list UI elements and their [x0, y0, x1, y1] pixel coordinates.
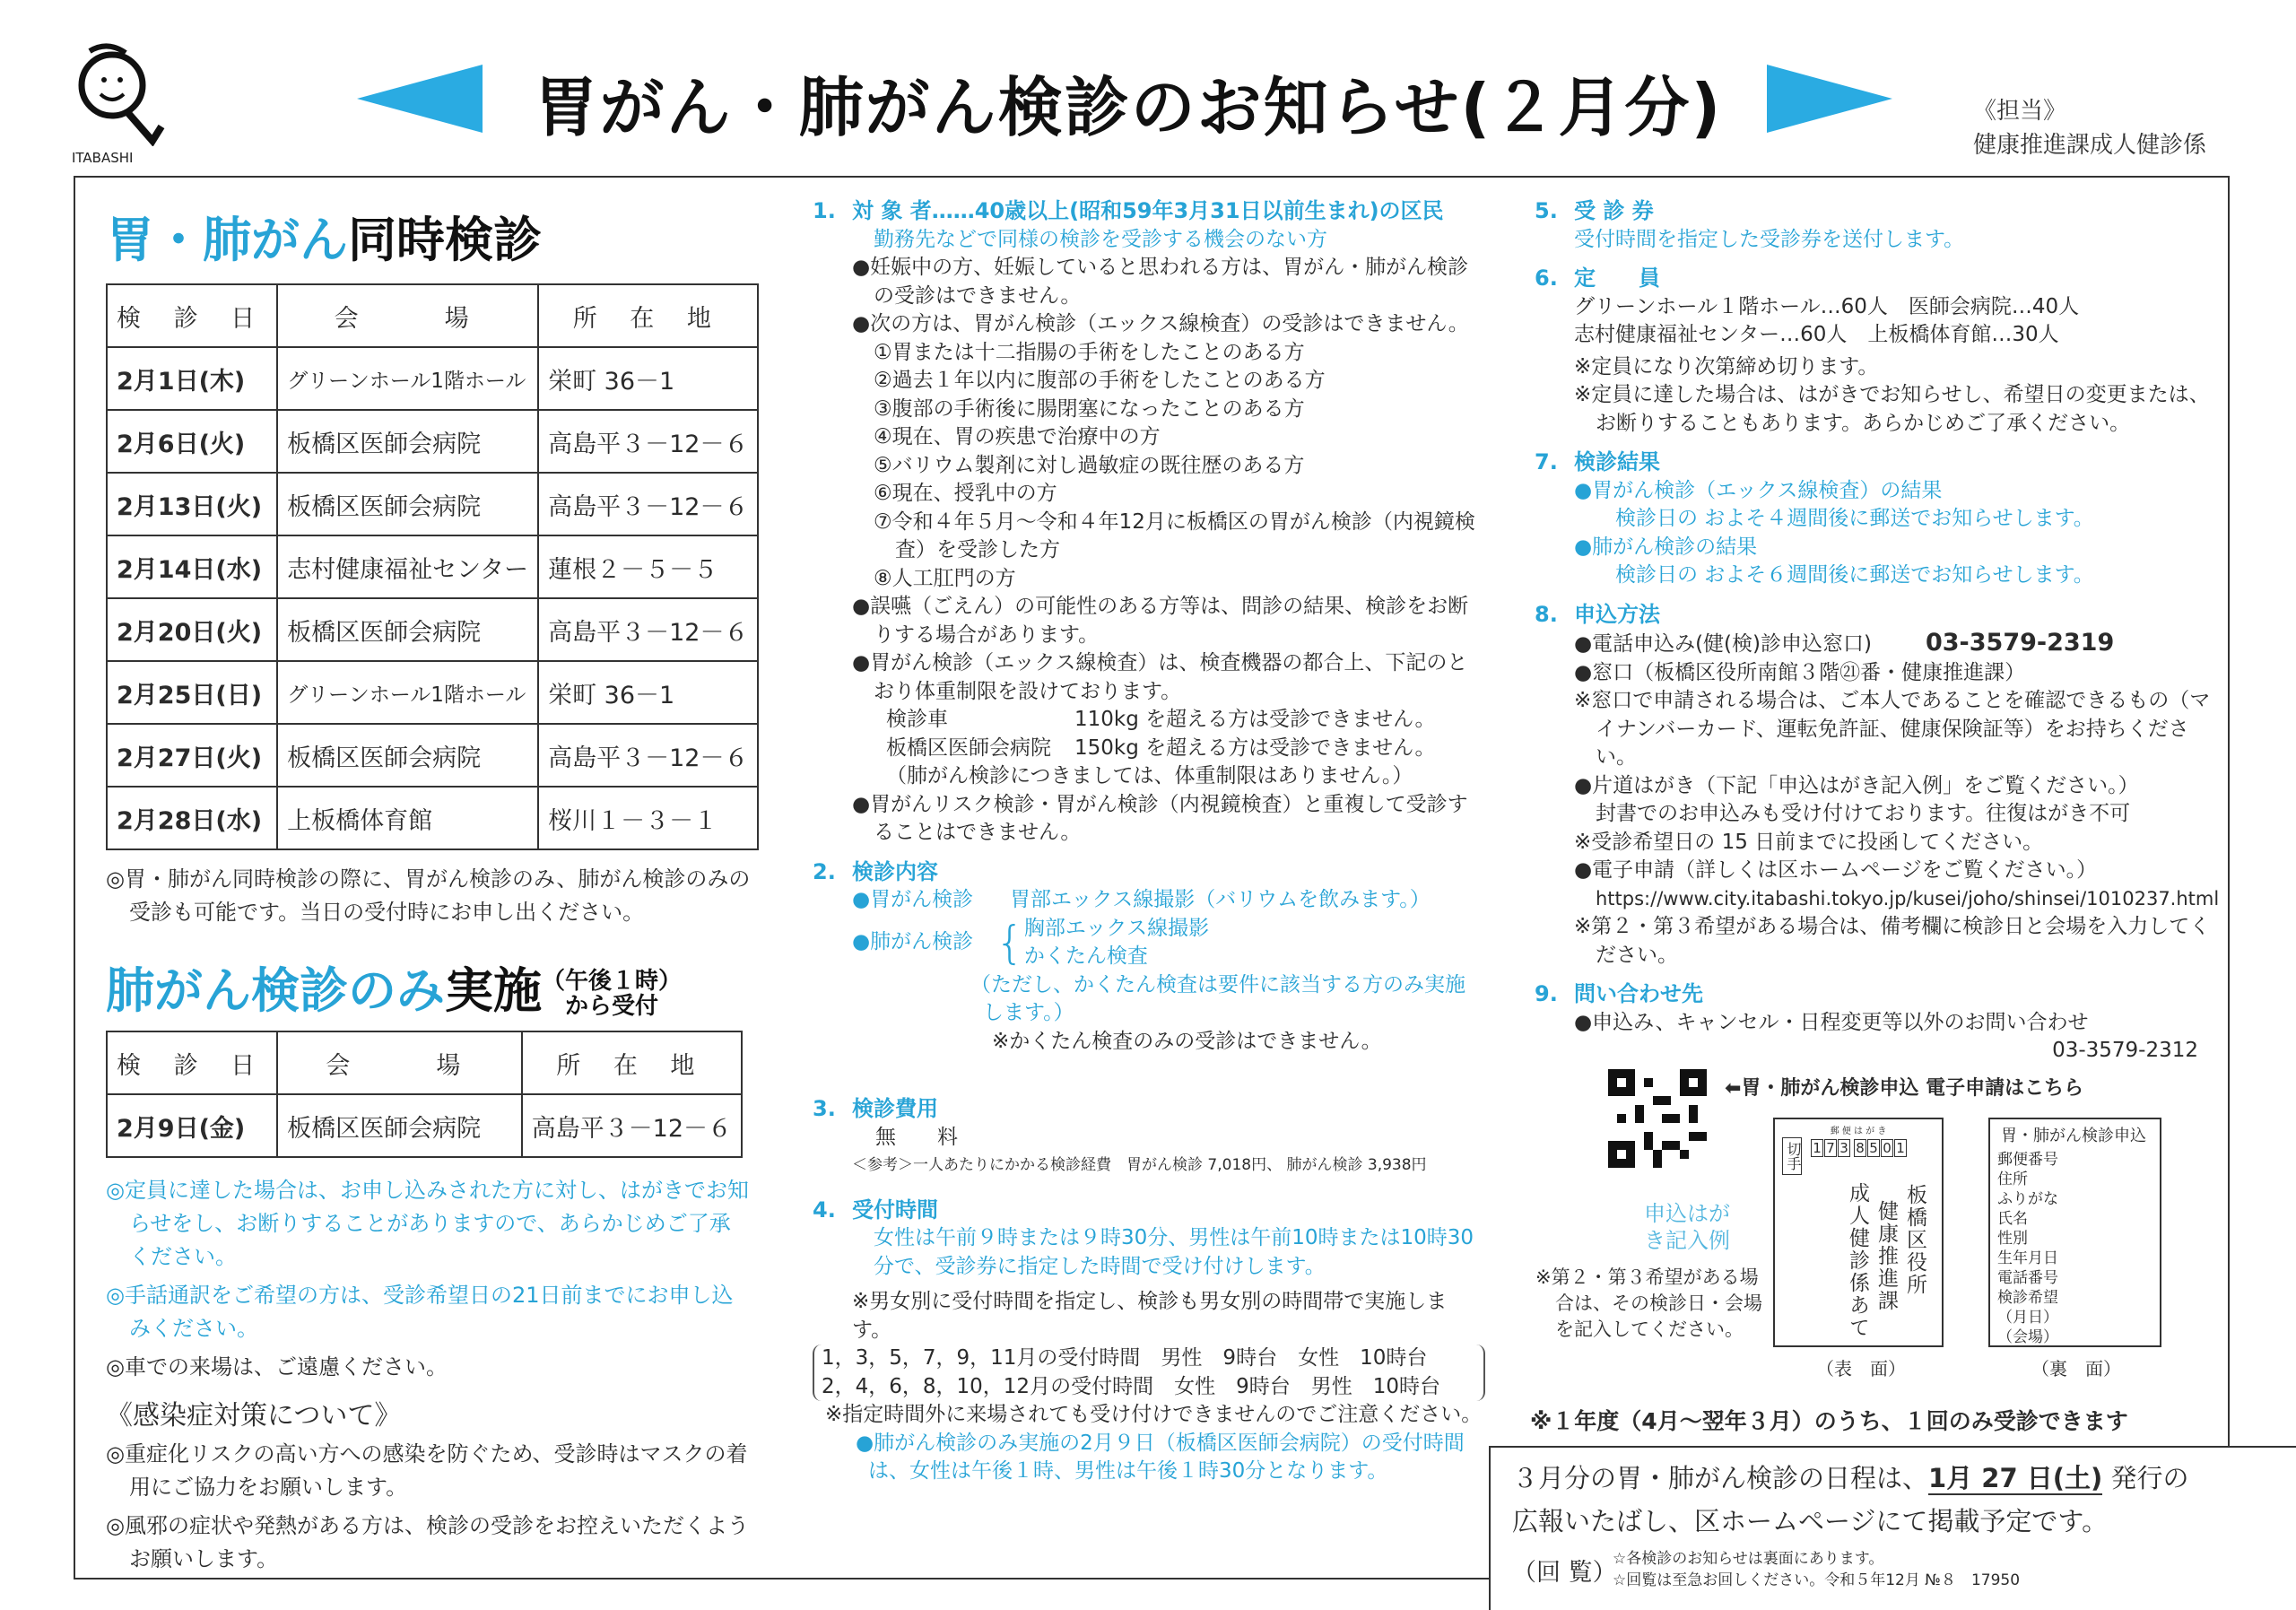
postcard-field: 電話番号: [1997, 1269, 2058, 1287]
table-row: [107, 724, 758, 787]
section-content: [813, 858, 1485, 1057]
notice-line1: [1512, 1457, 2296, 1500]
itabashi-logo: [72, 40, 179, 166]
section-application: [1535, 601, 2225, 970]
cost-reference: ＜参考＞一人あたりにかかる検診経費 胃がん検診 7,018円、 肺がん検診 3,938円: [852, 1156, 1427, 1174]
section-heading: [1535, 448, 2225, 477]
application-url[interactable]: https://www.city.itabashi.tokyo.jp/kusei/joho/shinsei/1010237.html: [1596, 887, 2220, 909]
weight-note: （肺がん検診につきましては、体重制限はありません。）: [886, 764, 1413, 788]
capacity-note: ◎定員に達した場合は、お申し込みされた方に対し、はがきでお知らせをし、お断りすることがありますので、あらかじめご了承ください。: [106, 1178, 749, 1269]
bullet: ●次の方は、胃がん検診（エックス線検査）の受診はできません。: [852, 312, 1469, 335]
weight-place: 板橋区医師会病院: [886, 735, 1051, 760]
postcard-dept: 健康推進課: [1874, 1200, 1898, 1312]
right-column: [1535, 197, 2225, 1066]
table-header: [107, 1031, 742, 1094]
section-heading: [1535, 980, 2225, 1009]
postcard-note: ※第２・第３希望がある場合は、その検診日・会場を記入してください。: [1535, 1266, 1762, 1340]
window-note: ※窓口で申請される場合は、ご本人であることを確認できるもの（マイナンバーカード、運転免許証、健康保険証等）をお持ちください。: [1574, 689, 2211, 769]
lung-note: （ただし、かくたん検査は要件に該当する方のみ実施します。）: [970, 972, 1465, 1024]
cost-free: 無 料: [875, 1125, 958, 1149]
list-item: ⑧人工肛門の方: [874, 566, 1016, 590]
postcard-back-title: 胃・肺がん検診申込: [2001, 1127, 2146, 1145]
qr-code[interactable]: [1608, 1069, 1707, 1168]
tanto-dept: 健康推進課成人健診係: [1973, 132, 2207, 159]
postcard-front: [1773, 1118, 1944, 1347]
section-heading: [1535, 197, 2225, 226]
reception-text: 女性は午前９時または９時30分、男性は午前10時または10時30分で、受診券に指定した時間で受け付けします。: [874, 1226, 1474, 1278]
zip-digit: 8: [1854, 1139, 1866, 1157]
list-item: ⑦令和４年５月～令和４年12月に板橋区の胃がん検診（内視鏡検査）を受診した方: [874, 509, 1475, 561]
reception-note: ※指定時間外に来場されても受け付けできませんのでご注意ください。: [825, 1403, 1483, 1426]
capacity-line: 志村健康福祉センター…60人 上板橋体育館…30人: [1574, 323, 2059, 346]
section-number: 5.: [1535, 198, 1558, 223]
arrow-right-icon: [1767, 65, 1892, 133]
section-title: 定 員: [1574, 265, 1660, 291]
section-number: 6.: [1535, 265, 1558, 291]
section-number: 8.: [1535, 601, 1558, 627]
cell-date: 2月6日(火): [107, 410, 277, 473]
section-heading: [1535, 265, 2225, 293]
section-number: 9.: [1535, 981, 1558, 1006]
section-heading: [813, 197, 1485, 226]
page-title: 胃がん・肺がん検診のお知らせ(２月分): [533, 70, 1723, 145]
col-date: 検 診 日: [107, 284, 277, 347]
lung-item: かくたん検査: [1023, 944, 1148, 968]
weight-text: 150kg を超える方は受診できません。: [1074, 735, 1436, 760]
section-number: 4.: [813, 1197, 836, 1223]
cell-address: 高島平３－12－６: [538, 410, 758, 473]
list-item: ⑥現在、授乳中の方: [874, 482, 1057, 505]
infection-note: ◎重症化リスクの高い方への感染を防ぐため、受診時はマスクの着用にご協力をお願いします。: [106, 1441, 748, 1500]
stomach-content: [813, 886, 1485, 915]
section-eligibility: [813, 197, 1485, 848]
zip-digit: 7: [1824, 1139, 1837, 1157]
circulation-row: [1512, 1548, 2296, 1591]
col-address: 所 在 地: [522, 1031, 742, 1094]
lung-only-reception: ●肺がん検診のみ実施の2月９日（板橋区医師会病院）の受付時間は、女性は午後１時、男性は午後１時30分となります。: [856, 1431, 1465, 1483]
stomach-label: ●胃がん検診: [852, 888, 974, 911]
cell-date: 2月28日(水): [107, 787, 277, 849]
cell-date: 2月20日(火): [107, 598, 277, 661]
left-column: [106, 202, 752, 1576]
phone-label: ●電話申込み(健(検)診申込窓口): [1574, 632, 1872, 656]
section-title: 検診結果: [1574, 449, 1660, 474]
heading-paren: （午後１時） から受付: [542, 968, 683, 1021]
postcard-application: ●片道はがき（下記「申込はがき記入例」をご覧ください。）: [1574, 773, 2139, 797]
postcard-field: （会場）: [1997, 1328, 2058, 1346]
section-number: 1.: [813, 198, 836, 223]
window-application: ●窓口（板橋区役所南館３階㉑番・健康推進課）: [1574, 660, 2026, 684]
reception-note: ※男女別に受付時間を指定し、検診も男女別の時間帯で実施します。: [852, 1290, 1448, 1342]
section-title: 受 診 券: [1574, 198, 1654, 223]
cell-venue: 板橋区医師会病院: [277, 410, 538, 473]
online-application: ●電子申請（詳しくは区ホームページをご覧ください。）: [1574, 858, 2098, 882]
cell-venue: 板橋区医師会病院: [277, 724, 538, 787]
section-title: 問い合わせ先: [1574, 981, 1703, 1006]
middle-column: [813, 197, 1485, 1486]
col-date: 検 診 日: [107, 1031, 277, 1094]
phone-application: [1535, 629, 2225, 659]
capacity-line: グリーンホール１階ホール…60人 医師会病院…40人: [1574, 294, 2080, 318]
inquiry-phone[interactable]: 03-3579-2312: [2052, 1039, 2198, 1062]
sputum-note: ※かくたん検査のみの受診はできません。: [992, 1029, 1382, 1053]
col-address: 所 在 地: [538, 284, 758, 347]
bullet: ●胃がん検診（エックス線検査）は、検査機器の都合上、下記のとおり体重制限を設けております。: [852, 651, 1468, 703]
lung-only-table: [106, 1031, 743, 1158]
cell-venue: 志村健康福祉センター: [277, 535, 538, 598]
section-number: 3.: [813, 1096, 836, 1121]
table-row: [107, 787, 758, 849]
circulation-label: （回 覧）: [1512, 1558, 1617, 1587]
section-heading: [813, 1197, 1485, 1225]
bullet: ●妊娠中の方、妊娠していると思われる方は、胃がん・肺がん検診の受診はできません。: [852, 256, 1469, 308]
table-row: [107, 410, 758, 473]
result-text: 検診日の およそ４週間後に郵送でお知らせします。: [1615, 507, 2094, 530]
result-bullet: ●肺がん検診の結果: [1574, 535, 1758, 559]
capacity-note: ※定員になり次第締め切ります。: [1574, 354, 1879, 379]
list-item: ①胃または十二指腸の手術をしたことのある方: [874, 340, 1305, 364]
section-heading: [1535, 601, 2225, 630]
cell-address: 栄町 36－1: [538, 661, 758, 724]
eligibility-sub: 勤務先などで同様の検診を受診する機会のない方: [874, 227, 1327, 251]
lung-item: 胸部エックス線撮影: [1023, 916, 1210, 940]
cell-date: 2月25日(日): [107, 661, 277, 724]
table-row: [107, 347, 758, 410]
cell-address: 桜川１－３－１: [538, 787, 758, 849]
weight-limit-row: [813, 706, 1485, 735]
weight-limit-row: [813, 735, 1485, 763]
weight-place: 検診車: [886, 708, 948, 731]
section-reception-time: [813, 1197, 1485, 1486]
cell-address: 高島平３－12－６: [538, 473, 758, 535]
cell-venue: 板橋区医師会病院: [277, 1094, 521, 1157]
cell-address: 高島平３－12－６: [538, 598, 758, 661]
result-text: 検診日の およそ６週間後に郵送でお知らせします。: [1615, 563, 2094, 587]
zip-digit: 3: [1838, 1139, 1850, 1157]
footer-note: ☆回覧は至急お回しください。令和５年12月 №８ 17950: [1613, 1571, 2021, 1589]
online-note: ※第２・第３希望がある場合は、備考欄に検診日と会場を入力してください。: [1574, 915, 2211, 967]
heading-blue: 胃・肺がん: [106, 212, 348, 268]
table-row: [107, 661, 758, 724]
combined-schedule-table: [106, 283, 759, 850]
cell-date: 2月9日(金): [107, 1094, 277, 1157]
postcard-field: ふりがな: [1997, 1190, 2058, 1208]
postcard-header: 郵 便 は が き: [1830, 1127, 1887, 1136]
cell-venue: 板橋区医師会病院: [277, 598, 538, 661]
table-row: [107, 535, 758, 598]
cell-venue: 板橋区医師会病院: [277, 473, 538, 535]
sign-language-note: ◎手話通訳をご希望の方は、受診希望日の21日前までにお申し込みください。: [106, 1283, 734, 1341]
table-row: [107, 598, 758, 661]
department-info: [1973, 94, 2206, 162]
postcard-field: 検診希望: [1997, 1289, 2058, 1307]
postcard-address: 板橋区役所: [1903, 1184, 1926, 1296]
table-header: [107, 284, 758, 347]
section-title: 申込方法: [1574, 601, 1660, 627]
cell-venue: グリーンホール1階ホール: [277, 661, 538, 724]
table-row: [107, 1094, 742, 1157]
cell-date: 2月13日(火): [107, 473, 277, 535]
section-heading: [813, 1095, 1485, 1124]
section-results: [1535, 448, 2225, 590]
zip-digit: 5: [1867, 1139, 1880, 1157]
postcard-field: 性別: [1997, 1230, 2028, 1248]
even-month-schedule: 2，4，6，8，10，12月の受付時間 女性 9時台 男性 10時台: [822, 1374, 1440, 1398]
cell-date: 2月14日(水): [107, 535, 277, 598]
col-venue: 会 場: [277, 284, 538, 347]
footer-note: ☆各検診のお知らせは裏面にあります。: [1613, 1550, 1884, 1568]
inquiry-text: ●申込み、キャンセル・日程変更等以外のお問い合わせ: [1574, 1010, 2089, 1034]
next-schedule-notice: [1489, 1446, 2296, 1610]
heading-time: 午後１時: [565, 968, 659, 996]
zip-digit: 1: [1894, 1139, 1907, 1157]
car-note: ◎車での来場は、ご遠慮ください。: [106, 1354, 448, 1379]
section-ticket: [1535, 197, 2225, 254]
cell-address: 高島平３－12－６: [522, 1094, 742, 1157]
postcard-recipient: 成人健診係あて: [1846, 1182, 1869, 1339]
cell-date: 2月1日(木): [107, 347, 277, 410]
postcard-field: 生年月日: [1997, 1249, 2058, 1267]
section-title: 検診費用: [852, 1096, 938, 1121]
lung-content: ●肺がん検診 { 胸部エックス線撮影 かくたん検査: [813, 915, 1485, 971]
reception-schedule: [813, 1345, 1485, 1401]
postcard-example-label: [1638, 1200, 1736, 1254]
lung-label: ●肺がん検診: [852, 930, 974, 954]
cell-address: 高島平３－12－６: [538, 724, 758, 787]
section-heading: [813, 858, 1485, 887]
postcard-field: 郵便番号: [1997, 1151, 2058, 1169]
section-number: 2.: [813, 858, 836, 884]
heading-time2: から受付: [565, 993, 659, 1021]
postcard-example-text: 申込はがき記入例: [1644, 1201, 1730, 1253]
notice-post: 発行の: [2102, 1463, 2189, 1493]
notice-date: 1月 27 日(土): [1928, 1463, 2103, 1493]
bullet: ●胃がんリスク検診・胃がん検診（内視鏡検査）と重複して受診することはできません。: [852, 792, 1468, 844]
odd-month-schedule: 1，3，5，7，9，11月の受付時間 男性 9時台 女性 10時台: [822, 1346, 1428, 1370]
back-caption: （裏 面）: [2031, 1358, 2121, 1379]
stomach-text: 胃部エックス線撮影（バリウムを飲みます。）: [1010, 888, 1431, 911]
section-title: 受付時間: [852, 1197, 938, 1223]
cell-venue: グリーンホール1階ホール: [277, 347, 538, 410]
list-item: ④現在、胃の疾患で治療中の方: [874, 425, 1161, 448]
cell-address: 蓮根２－５－５: [538, 535, 758, 598]
capacity-note: ※定員に達した場合は、はがきでお知らせし、希望日の変更または、お断りすることもあります。あらかじめご了承ください。: [1574, 383, 2210, 435]
cell-address: 栄町 36－1: [538, 347, 758, 410]
section-inquiry: [1535, 980, 2225, 1066]
qr-label: ⬅胃・肺がん検診申込 電子申請はこちら: [1725, 1077, 2084, 1100]
postcard-field: （月日）: [1997, 1309, 2058, 1327]
list-item: ②過去１年以内に腹部の手術をしたことのある方: [874, 369, 1326, 392]
arrow-left-icon: [357, 65, 483, 133]
combined-note: ◎胃・肺がん同時検診の際に、胃がん検診のみ、肺がん検診のみの受診も可能です。当日の受付時にお申し出ください。: [106, 866, 751, 925]
result-bullet: ●胃がん検診（エックス線検査）の結果: [1574, 478, 1943, 502]
infection-note: ◎風邪の症状や発熱がある方は、検診の受診をお控えいただくようお願いします。: [106, 1513, 749, 1571]
qr-code-icon: [1608, 1069, 1707, 1168]
infection-title: 《感染症対策について》: [106, 1400, 402, 1432]
section-title: 検診内容: [852, 858, 938, 884]
zip-code: [1811, 1139, 1907, 1157]
postcard-field: 住所: [1997, 1171, 2028, 1188]
section-number: 7.: [1535, 449, 1558, 474]
combined-screening-heading: [106, 202, 752, 271]
zip-digit: 0: [1881, 1139, 1893, 1157]
tanto-label: 《担当》: [1973, 98, 2067, 125]
lung-only-heading: [106, 953, 752, 1022]
col-venue: 会 場: [277, 1031, 521, 1094]
cell-venue: 上板橋体育館: [277, 787, 538, 849]
logo-text: ITABASHI: [72, 150, 134, 166]
once-per-year-note: ※１年度（4月～翌年３月）のうち、１回のみ受診できます: [1530, 1408, 2128, 1434]
bullet: ●誤嚥（ごえん）の可能性のある方等は、問診の結果、検診をお断りする場合があります。: [852, 595, 1469, 647]
zip-digit: 1: [1811, 1139, 1823, 1157]
phone-number[interactable]: 03-3579-2319: [1925, 629, 2115, 657]
postcard-back: [1988, 1118, 2161, 1347]
table-row: [107, 473, 758, 535]
postcard-field: 氏名: [1997, 1210, 2028, 1228]
list-item: ③腹部の手術後に腸閉塞になったことのある方: [874, 396, 1305, 421]
section-capacity: [1535, 265, 2225, 438]
heading-black: 同時検診: [348, 212, 542, 268]
section-cost: [813, 1095, 1485, 1180]
postcard-deadline: ※受診希望日の 15 日前までに投函してください。: [1574, 830, 2044, 854]
section-title: 対 象 者……40歳以上(昭和59年3月31日以前生まれ)の区民: [852, 198, 1444, 223]
heading-blue: 肺がん検診のみ: [106, 962, 445, 1019]
list-item: ⑤バリウム製剤に対し過敏症の既往歴のある方: [874, 453, 1305, 477]
stamp-box: 切手: [1782, 1137, 1802, 1175]
notice-pre: ３月分の胃・肺がん検診の日程は、: [1512, 1463, 1929, 1493]
footer-notes: [1613, 1548, 2020, 1591]
heading-black: 実施: [445, 962, 542, 1019]
front-caption: （表 面）: [1816, 1358, 1906, 1379]
notice-line2: 広報いたばし、区ホームページにて掲載予定です。: [1512, 1506, 2109, 1536]
ticket-text: 受付時間を指定した受診券を送付します。: [1574, 227, 1965, 251]
weight-text: 110kg を超える方は受診できません。: [1074, 708, 1436, 731]
mascot-icon: [72, 40, 170, 146]
envelope-note: 封書でのお申込みも受け付けております。往復はがき不可: [1596, 802, 2131, 825]
cell-date: 2月27日(火): [107, 724, 277, 787]
